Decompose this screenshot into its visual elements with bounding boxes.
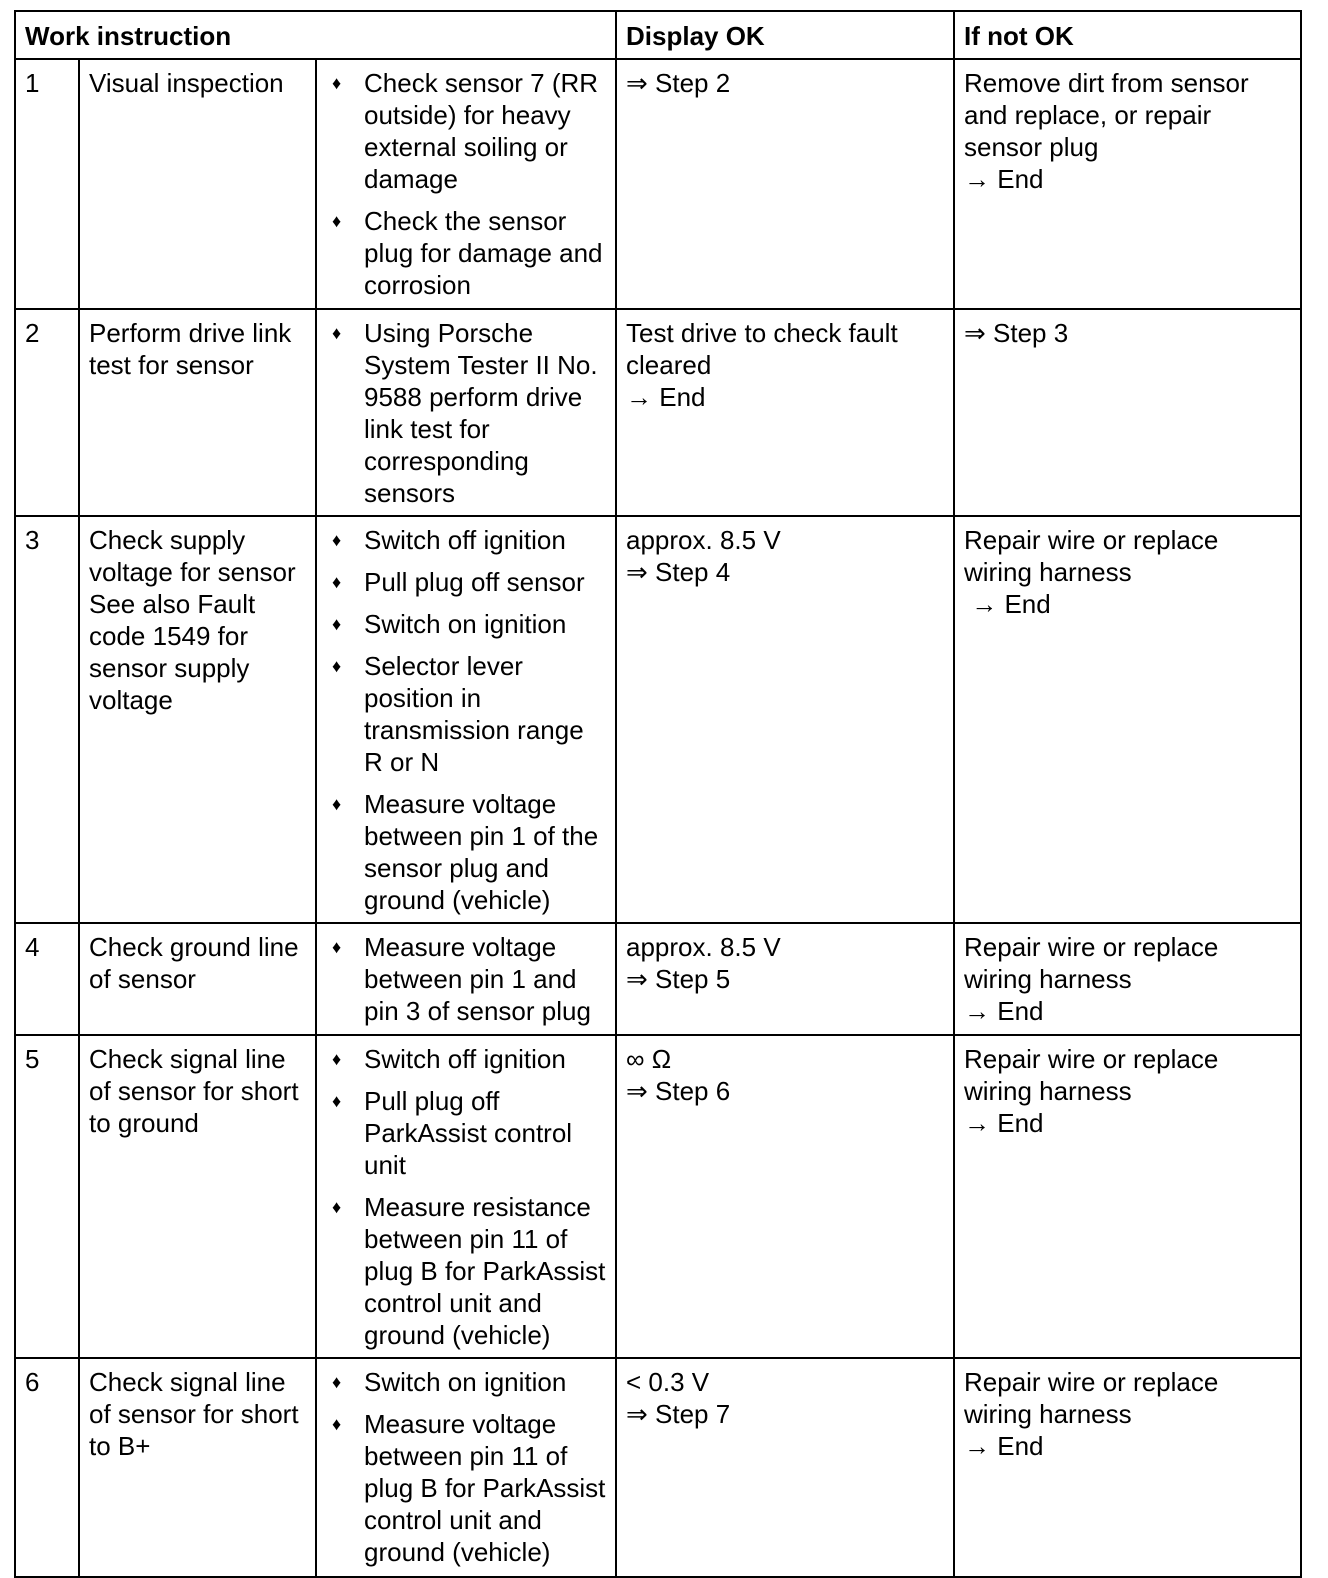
diamond-bullet-icon: ♦ <box>332 572 342 592</box>
action-text: Check the sensor plug for damage and corrosion <box>364 206 603 300</box>
action-list <box>326 524 607 916</box>
action-item <box>326 650 607 778</box>
step-title: Check supply voltage for sensor See also Fault code 1549 for sensor supply voltage <box>79 516 316 923</box>
diamond-bullet-icon: ♦ <box>332 614 342 634</box>
diamond-bullet-icon: ♦ <box>332 530 342 550</box>
table-row <box>15 59 1301 309</box>
action-item <box>326 608 607 640</box>
table-row <box>15 923 1301 1035</box>
if-not-ok-line: Repair wire or replace wiring harness <box>964 525 1226 587</box>
step-title: Check ground line of sensor <box>79 923 316 1035</box>
action-list <box>326 317 607 509</box>
action-text: Measure resistance between pin 11 of plug B for ParkAssist control unit and ground (vehicle) <box>364 1192 606 1350</box>
action-text: Switch off ignition <box>364 1044 566 1074</box>
action-item <box>326 566 607 598</box>
diamond-bullet-icon: ♦ <box>332 656 342 676</box>
header-if-not-ok: If not OK <box>954 11 1301 59</box>
action-text: Measure voltage between pin 1 and pin 3 of sensor plug <box>364 932 591 1026</box>
step-title: Visual inspection <box>79 59 316 309</box>
step-title: Check signal line of sensor for short to B+ <box>79 1358 316 1577</box>
step-number: 3 <box>15 516 79 923</box>
display-ok-line: < 0.3 V <box>626 1367 710 1397</box>
action-list <box>326 67 607 301</box>
header-display-ok: Display OK <box>616 11 954 59</box>
action-text: Measure voltage between pin 1 of the sensor plug and ground (vehicle) <box>364 789 599 915</box>
display-ok-line: approx. 8.5 V <box>626 932 781 962</box>
header-row <box>15 11 1301 59</box>
display-ok-cell <box>616 1358 954 1577</box>
if-not-ok-cell <box>954 1358 1301 1577</box>
action-text: Check sensor 7 (RR outside) for heavy external soiling or damage <box>364 68 599 194</box>
diamond-bullet-icon: ♦ <box>332 1414 342 1434</box>
action-list <box>326 1366 607 1568</box>
display-ok-cell <box>616 309 954 516</box>
step-actions <box>316 516 616 923</box>
if-not-ok-line: → End <box>964 996 1044 1026</box>
action-item <box>326 1043 607 1075</box>
if-not-ok-line: → End <box>964 589 1051 619</box>
action-item <box>326 1191 607 1351</box>
step-number: 5 <box>15 1035 79 1358</box>
display-ok-line: ∞ Ω <box>626 1044 672 1074</box>
if-not-ok-cell <box>954 59 1301 309</box>
if-not-ok-cell <box>954 309 1301 516</box>
step-number: 6 <box>15 1358 79 1577</box>
step-actions <box>316 923 616 1035</box>
if-not-ok-cell <box>954 516 1301 923</box>
action-item <box>326 317 607 509</box>
diamond-bullet-icon: ♦ <box>332 1197 342 1217</box>
display-ok-line: Test drive to check fault cleared <box>626 318 905 380</box>
display-ok-line: ⇒ Step 7 <box>626 1399 731 1429</box>
if-not-ok-line: Repair wire or replace wiring harness <box>964 1367 1226 1429</box>
action-text: Switch on ignition <box>364 1367 567 1397</box>
step-actions <box>316 309 616 516</box>
display-ok-cell <box>616 1035 954 1358</box>
if-not-ok-line: Repair wire or replace wiring harness <box>964 1044 1226 1106</box>
diamond-bullet-icon: ♦ <box>332 1372 342 1392</box>
display-ok-cell <box>616 923 954 1035</box>
display-ok-line: → End <box>626 382 706 412</box>
action-text: Selector lever position in transmission range R or N <box>364 651 584 777</box>
action-item <box>326 1366 607 1398</box>
table-row <box>15 1035 1301 1358</box>
step-number: 4 <box>15 923 79 1035</box>
step-number: 1 <box>15 59 79 309</box>
table-row <box>15 1358 1301 1577</box>
display-ok-cell <box>616 59 954 309</box>
action-item <box>326 931 607 1027</box>
action-item <box>326 1408 607 1568</box>
diamond-bullet-icon: ♦ <box>332 937 342 957</box>
step-number: 2 <box>15 309 79 516</box>
step-actions <box>316 1358 616 1577</box>
action-item <box>326 788 607 916</box>
display-ok-line: ⇒ Step 6 <box>626 1076 731 1106</box>
if-not-ok-line: → End <box>964 164 1044 194</box>
display-ok-line: ⇒ Step 5 <box>626 964 731 994</box>
diamond-bullet-icon: ♦ <box>332 1049 342 1069</box>
header-work-instruction: Work instruction <box>15 11 616 59</box>
display-ok-line: ⇒ Step 2 <box>626 68 731 98</box>
action-item <box>326 1085 607 1181</box>
action-list <box>326 1043 607 1351</box>
action-text: Pull plug off sensor <box>364 567 585 597</box>
if-not-ok-cell <box>954 1035 1301 1358</box>
diamond-bullet-icon: ♦ <box>332 73 342 93</box>
action-text: Using Porsche System Tester II No. 9588 perform drive link test for corresponding sensors <box>364 318 598 508</box>
work-instruction-table <box>14 10 1302 1578</box>
action-text: Switch off ignition <box>364 525 566 555</box>
diamond-bullet-icon: ♦ <box>332 323 342 343</box>
action-list <box>326 931 607 1027</box>
if-not-ok-line: → End <box>964 1108 1044 1138</box>
if-not-ok-cell <box>954 923 1301 1035</box>
step-title: Check signal line of sensor for short to ground <box>79 1035 316 1358</box>
table-body <box>15 59 1301 1577</box>
if-not-ok-line: Remove dirt from sensor and replace, or repair sensor plug <box>964 68 1256 162</box>
diamond-bullet-icon: ♦ <box>332 1091 342 1111</box>
action-item <box>326 524 607 556</box>
table-row <box>15 309 1301 516</box>
if-not-ok-line: Repair wire or replace wiring harness <box>964 932 1226 994</box>
action-text: Switch on ignition <box>364 609 567 639</box>
action-text: Pull plug off ParkAssist control unit <box>364 1086 573 1180</box>
step-title: Perform drive link test for sensor <box>79 309 316 516</box>
action-item <box>326 205 607 301</box>
action-item <box>326 67 607 195</box>
if-not-ok-line: → End <box>964 1431 1044 1461</box>
step-actions <box>316 59 616 309</box>
display-ok-line: ⇒ Step 4 <box>626 557 731 587</box>
if-not-ok-line: ⇒ Step 3 <box>964 318 1069 348</box>
action-text: Measure voltage between pin 11 of plug B for ParkAssist control unit and ground (vehicle) <box>364 1409 606 1567</box>
display-ok-cell <box>616 516 954 923</box>
step-actions <box>316 1035 616 1358</box>
display-ok-line: approx. 8.5 V <box>626 525 781 555</box>
table-row <box>15 516 1301 923</box>
diamond-bullet-icon: ♦ <box>332 794 342 814</box>
diamond-bullet-icon: ♦ <box>332 211 342 231</box>
